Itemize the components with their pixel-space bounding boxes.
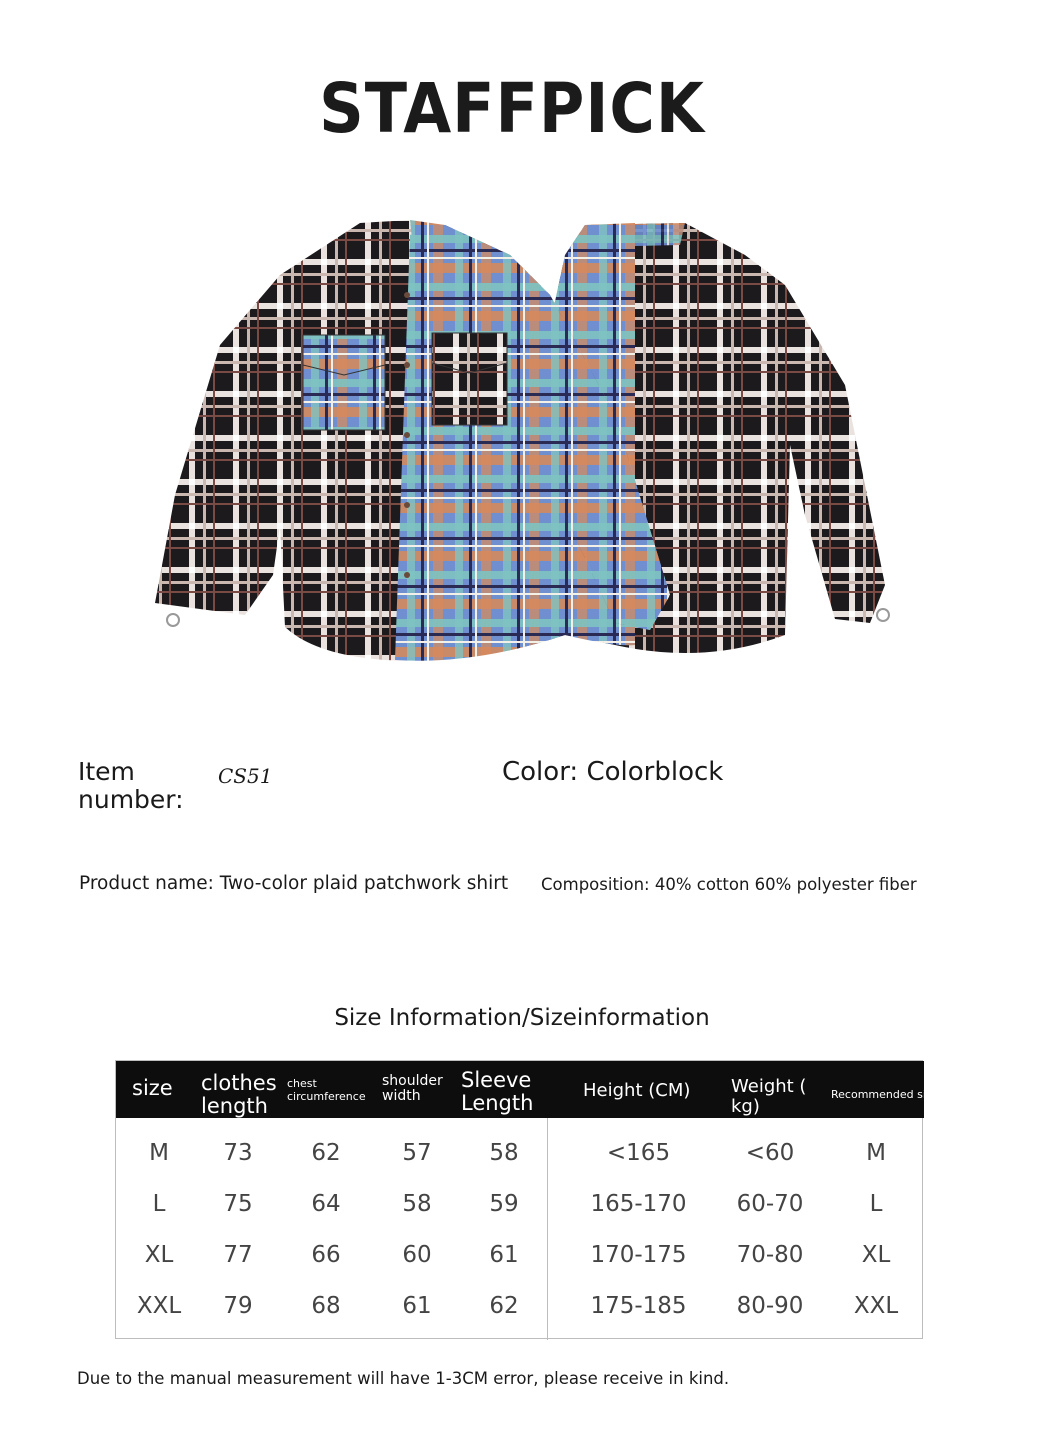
header-height: Height (CM) xyxy=(583,1080,691,1101)
cell-length: 75 xyxy=(223,1191,253,1217)
cell-size: M xyxy=(149,1140,169,1166)
color-value: Colorblock xyxy=(586,757,724,787)
header-weight: Weight ( kg) xyxy=(731,1076,807,1117)
cell-height: 170-175 xyxy=(590,1242,687,1268)
table-row xyxy=(116,1230,924,1281)
cell-chest: 66 xyxy=(311,1242,341,1268)
cell-shoulder: 57 xyxy=(402,1140,432,1166)
size-table-header xyxy=(116,1061,939,1118)
cell-sleeve: 59 xyxy=(489,1191,519,1217)
cell-size: XXL xyxy=(136,1293,182,1319)
cell-chest: 62 xyxy=(311,1140,341,1166)
header-recommended-size: Recommended size xyxy=(831,1088,939,1101)
cell-shoulder: 60 xyxy=(402,1242,432,1268)
cell-weight: 70-80 xyxy=(736,1242,804,1268)
header-shoulder-width: shoulder width xyxy=(382,1073,443,1104)
cell-height: 165-170 xyxy=(590,1191,687,1217)
cell-recommended: XXL xyxy=(853,1293,899,1319)
cell-shoulder: 58 xyxy=(402,1191,432,1217)
cell-recommended: L xyxy=(869,1191,883,1217)
cell-sleeve: 62 xyxy=(489,1293,519,1319)
item-number-value: CS51 xyxy=(218,764,273,788)
composition: Composition: 40% cotton 60% polyester fiber xyxy=(541,875,917,894)
header-size: size xyxy=(132,1076,173,1100)
color-label: Color: xyxy=(502,757,579,787)
cell-recommended: XL xyxy=(861,1242,891,1268)
cell-sleeve: 61 xyxy=(489,1242,519,1268)
cell-chest: 64 xyxy=(311,1191,341,1217)
cell-length: 77 xyxy=(223,1242,253,1268)
measurement-note: Due to the manual measurement will have 1-3CM error, please receive in kind. xyxy=(77,1369,730,1388)
cell-weight: 80-90 xyxy=(736,1293,804,1319)
product-name: Product name: Two-color plaid patchwork shirt xyxy=(79,873,509,894)
cell-recommended: M xyxy=(866,1140,886,1166)
header-clothes-length: clothes length xyxy=(201,1071,277,1118)
cell-size: L xyxy=(152,1191,166,1217)
cell-sleeve: 58 xyxy=(489,1140,519,1166)
cell-weight: <60 xyxy=(745,1140,795,1166)
color-line xyxy=(502,757,723,787)
item-number-label: Item number: xyxy=(78,757,184,814)
size-section-title: Size Information/Sizeinformation xyxy=(334,1005,710,1031)
cell-height: <165 xyxy=(606,1140,671,1166)
product-photo xyxy=(145,215,905,665)
cell-chest: 68 xyxy=(311,1293,341,1319)
cell-weight: 60-70 xyxy=(736,1191,804,1217)
cell-length: 73 xyxy=(223,1140,253,1166)
table-row xyxy=(116,1281,924,1332)
cell-height: 175-185 xyxy=(590,1293,687,1319)
cell-size: XL xyxy=(144,1242,174,1268)
header-sleeve-length: Sleeve Length xyxy=(461,1068,534,1115)
table-row xyxy=(116,1179,924,1230)
size-table xyxy=(115,1060,939,1339)
cell-length: 79 xyxy=(223,1293,253,1319)
cell-shoulder: 61 xyxy=(402,1293,432,1319)
table-row xyxy=(116,1128,924,1179)
brand-logo: STAFFPICK xyxy=(319,68,705,149)
header-chest-circumference: chest circumference xyxy=(287,1077,366,1103)
